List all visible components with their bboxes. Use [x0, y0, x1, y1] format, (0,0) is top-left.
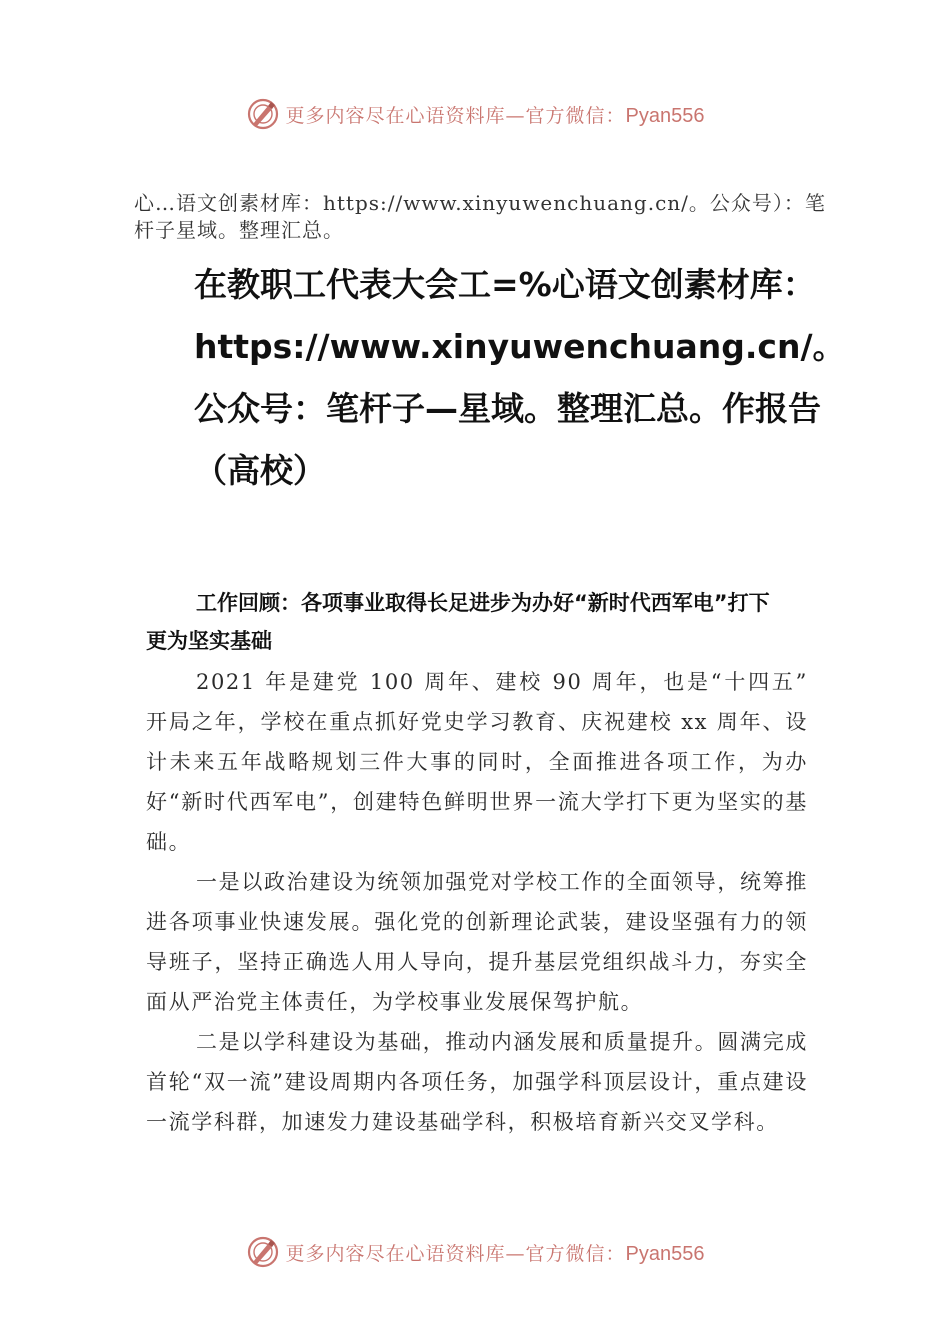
paragraph: 2021 年是建党 100 周年、建校 90 周年，也是“十四五” 开局之年，学校在重点抓好党史学习教育、庆祝建校 xx 周年、设计未来五年战略规划三件大事的同时，全面推进各项工作，为办好“新时代西军电”，创建特色鲜明世界一流大学打下更为坚实的基础。: [146, 670, 808, 854]
pen-circle-logo-icon: [246, 1235, 280, 1269]
document-body: [146, 662, 808, 1142]
watermark-text: 更多内容尽在心语资料库—官方微信：Pyan556: [285, 104, 705, 127]
document-title: 在教职工代表大会工=%心语文创素材库：https://www.xinyuwenchuang.cn/。公众号：笔杆子—星域。整理汇总。作报告（高校）: [194, 265, 846, 490]
watermark-text: 更多内容尽在心语资料库—官方微信：Pyan556: [285, 1242, 705, 1265]
section-heading: 工作回顾：各项事业取得长足进步为办好“新时代西军电”打下更为坚实基础: [146, 591, 770, 653]
header-watermark: [0, 94, 950, 134]
wechat-id: Pyan556: [625, 104, 705, 127]
pen-circle-logo-icon: [246, 97, 280, 131]
source-note: 心…语文创素材库：https://www.xinyuwenchuang.cn/。公众号）：笔杆子星域。整理汇总。: [134, 191, 826, 242]
paragraph: 二是以学科建设为基础，推动内涵发展和质量提升。圆满完成首轮“双一流”建设周期内各项任务，加强学科顶层设计，重点建设一流学科群，加速发力建设基础学科，积极培育新兴交叉学科。: [146, 1030, 808, 1134]
paragraph: 一是以政治建设为统领加强党对学校工作的全面领导，统筹推进各项事业快速发展。强化党的创新理论武装，建设坚强有力的领导班子，坚持正确选人用人导向，提升基层党组织战斗力，夯实全面从严治党主体责任，为学校事业发展保驾护航。: [146, 870, 808, 1014]
wechat-id: Pyan556: [625, 1242, 705, 1265]
footer-watermark: [0, 1232, 950, 1272]
